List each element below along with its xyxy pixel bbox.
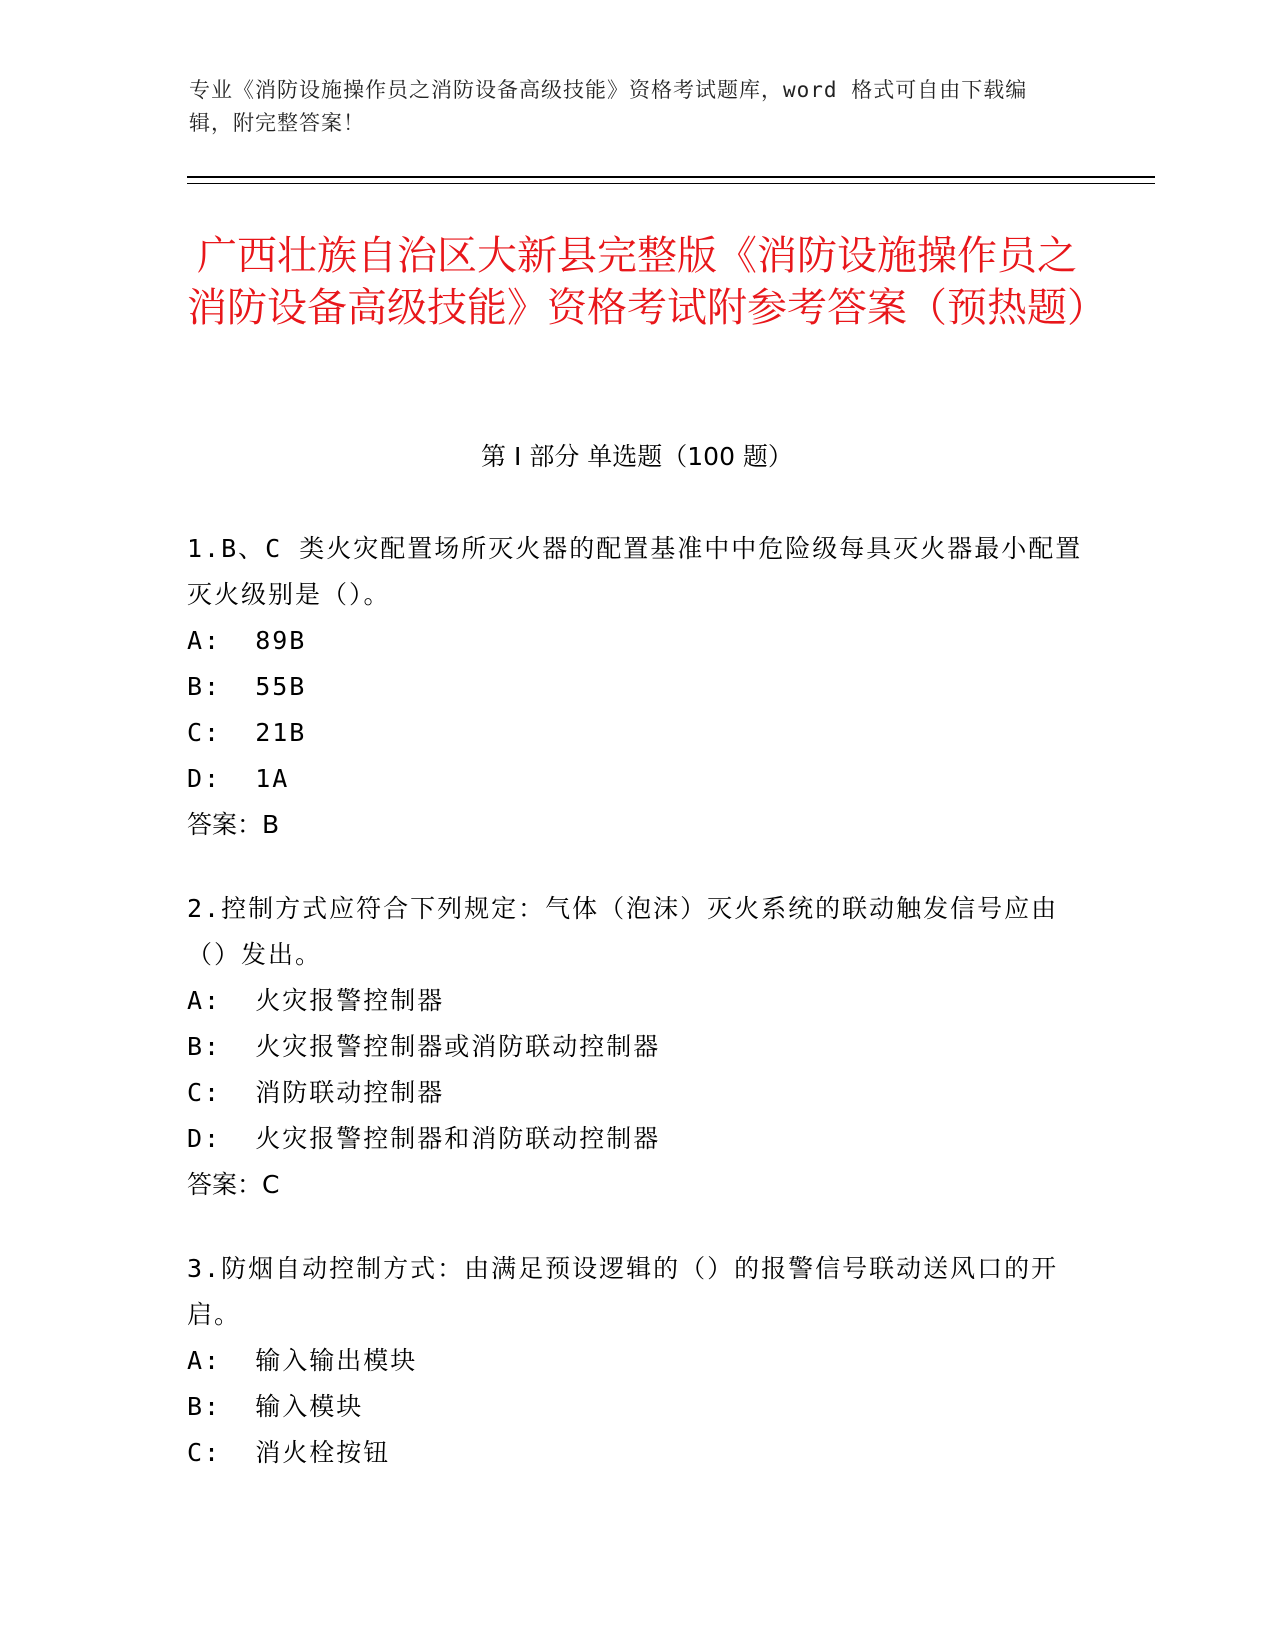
option-d: D: 1A — [187, 764, 290, 793]
question-2 — [187, 886, 1087, 1208]
answer-line: 答案：B — [187, 810, 280, 839]
option-c: C: 21B — [187, 718, 307, 747]
option-b: B: 输入模块 — [187, 1392, 364, 1421]
question-list — [187, 526, 1087, 1514]
option-a: A: 火灾报警控制器 — [187, 986, 445, 1015]
question-stem: 1.B、C 类火灾配置场所灭火器的配置基准中中危险级每具灭火器最小配置灭火级别是（）。 — [187, 534, 1083, 609]
question-1 — [187, 526, 1087, 848]
option-c: C: 消火栓按钮 — [187, 1438, 391, 1467]
header-divider-thick — [187, 176, 1155, 178]
section-title: 第 I 部分 单选题（100 题） — [481, 442, 793, 471]
answer-line: 答案：C — [187, 1170, 280, 1199]
question-3 — [187, 1246, 1087, 1476]
question-stem: 2.控制方式应符合下列规定：气体（泡沫）灭火系统的联动触发信号应由（）发出。 — [187, 894, 1059, 969]
header-note: 专业《消防设施操作员之消防设备高级技能》资格考试题库，word 格式可自由下载编辑，附完整答案！ — [189, 78, 1028, 135]
question-stem: 3.防烟自动控制方式：由满足预设逻辑的（）的报警信号联动送风口的开启。 — [187, 1254, 1059, 1329]
option-b: B: 55B — [187, 672, 307, 701]
option-b: B: 火灾报警控制器或消防联动控制器 — [187, 1032, 661, 1061]
header-divider-thin — [187, 183, 1155, 184]
option-c: C: 消防联动控制器 — [187, 1078, 445, 1107]
option-a: A: 输入输出模块 — [187, 1346, 418, 1375]
option-d: D: 火灾报警控制器和消防联动控制器 — [187, 1124, 661, 1153]
document-title: 广西壮族自治区大新县完整版《消防设施操作员之消防设备高级技能》资格考试附参考答案（预热题） — [187, 233, 1107, 331]
option-a: A: 89B — [187, 626, 307, 655]
